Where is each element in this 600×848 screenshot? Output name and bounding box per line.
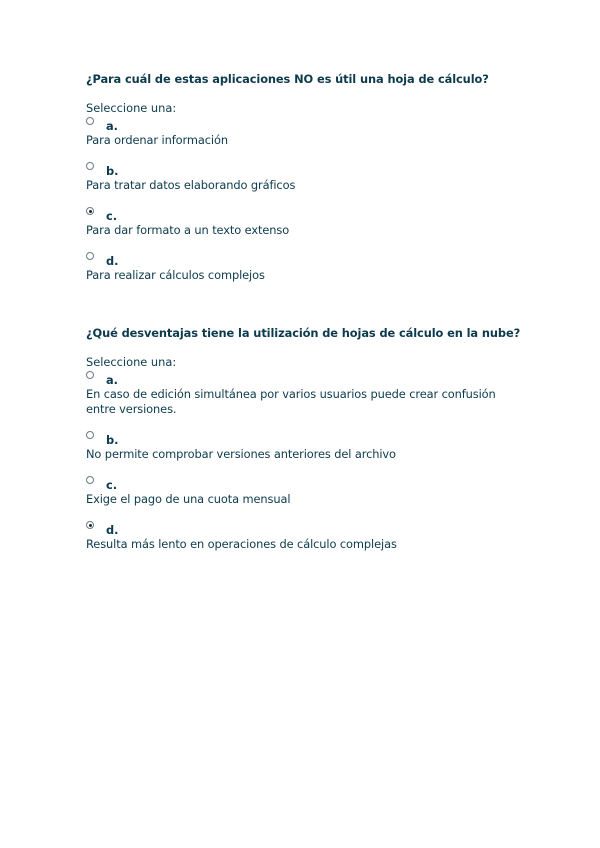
radio-button-icon[interactable] bbox=[86, 476, 94, 484]
question-title: ¿Qué desventajas tiene la utilización de hojas de cálculo en la nube? bbox=[86, 326, 521, 340]
option-a[interactable] bbox=[86, 371, 526, 417]
option-text[interactable]: Para ordenar información bbox=[86, 133, 228, 147]
question-2 bbox=[86, 326, 526, 566]
option-b[interactable] bbox=[86, 431, 526, 462]
option-text[interactable]: En caso de edición simultánea por varios usuarios puede crear confusión entre versiones. bbox=[86, 387, 496, 416]
option-text[interactable]: Exige el pago de una cuota mensual bbox=[86, 492, 291, 506]
radio-button-icon[interactable] bbox=[86, 371, 94, 379]
option-text[interactable]: Para realizar cálculos complejos bbox=[86, 268, 265, 282]
option-text[interactable]: Para tratar datos elaborando gráficos bbox=[86, 178, 296, 192]
select-one-label: Seleccione una: bbox=[86, 355, 177, 369]
option-letter: d. bbox=[106, 254, 119, 268]
option-d[interactable] bbox=[86, 521, 526, 552]
select-one-label: Seleccione una: bbox=[86, 101, 177, 115]
radio-button-checked-icon[interactable] bbox=[86, 521, 94, 529]
question-1 bbox=[86, 72, 526, 297]
option-letter: c. bbox=[106, 478, 118, 492]
option-b[interactable] bbox=[86, 162, 526, 193]
option-letter: d. bbox=[106, 523, 119, 537]
radio-button-icon[interactable] bbox=[86, 117, 94, 125]
radio-button-checked-icon[interactable] bbox=[86, 207, 94, 215]
option-letter: b. bbox=[106, 164, 119, 178]
option-text[interactable]: Resulta más lento en operaciones de cálculo complejas bbox=[86, 537, 397, 551]
option-letter: a. bbox=[106, 373, 119, 387]
option-c[interactable] bbox=[86, 207, 526, 238]
option-a[interactable] bbox=[86, 117, 526, 148]
option-letter: b. bbox=[106, 433, 119, 447]
radio-button-icon[interactable] bbox=[86, 162, 94, 170]
question-title: ¿Para cuál de estas aplicaciones NO es útil una hoja de cálculo? bbox=[86, 72, 489, 86]
option-d[interactable] bbox=[86, 252, 526, 283]
option-c[interactable] bbox=[86, 476, 526, 507]
radio-button-icon[interactable] bbox=[86, 431, 94, 439]
option-letter: a. bbox=[106, 119, 119, 133]
option-text[interactable]: Para dar formato a un texto extenso bbox=[86, 223, 290, 237]
radio-button-icon[interactable] bbox=[86, 252, 94, 260]
option-letter: c. bbox=[106, 209, 118, 223]
option-text[interactable]: No permite comprobar versiones anteriores del archivo bbox=[86, 447, 396, 461]
